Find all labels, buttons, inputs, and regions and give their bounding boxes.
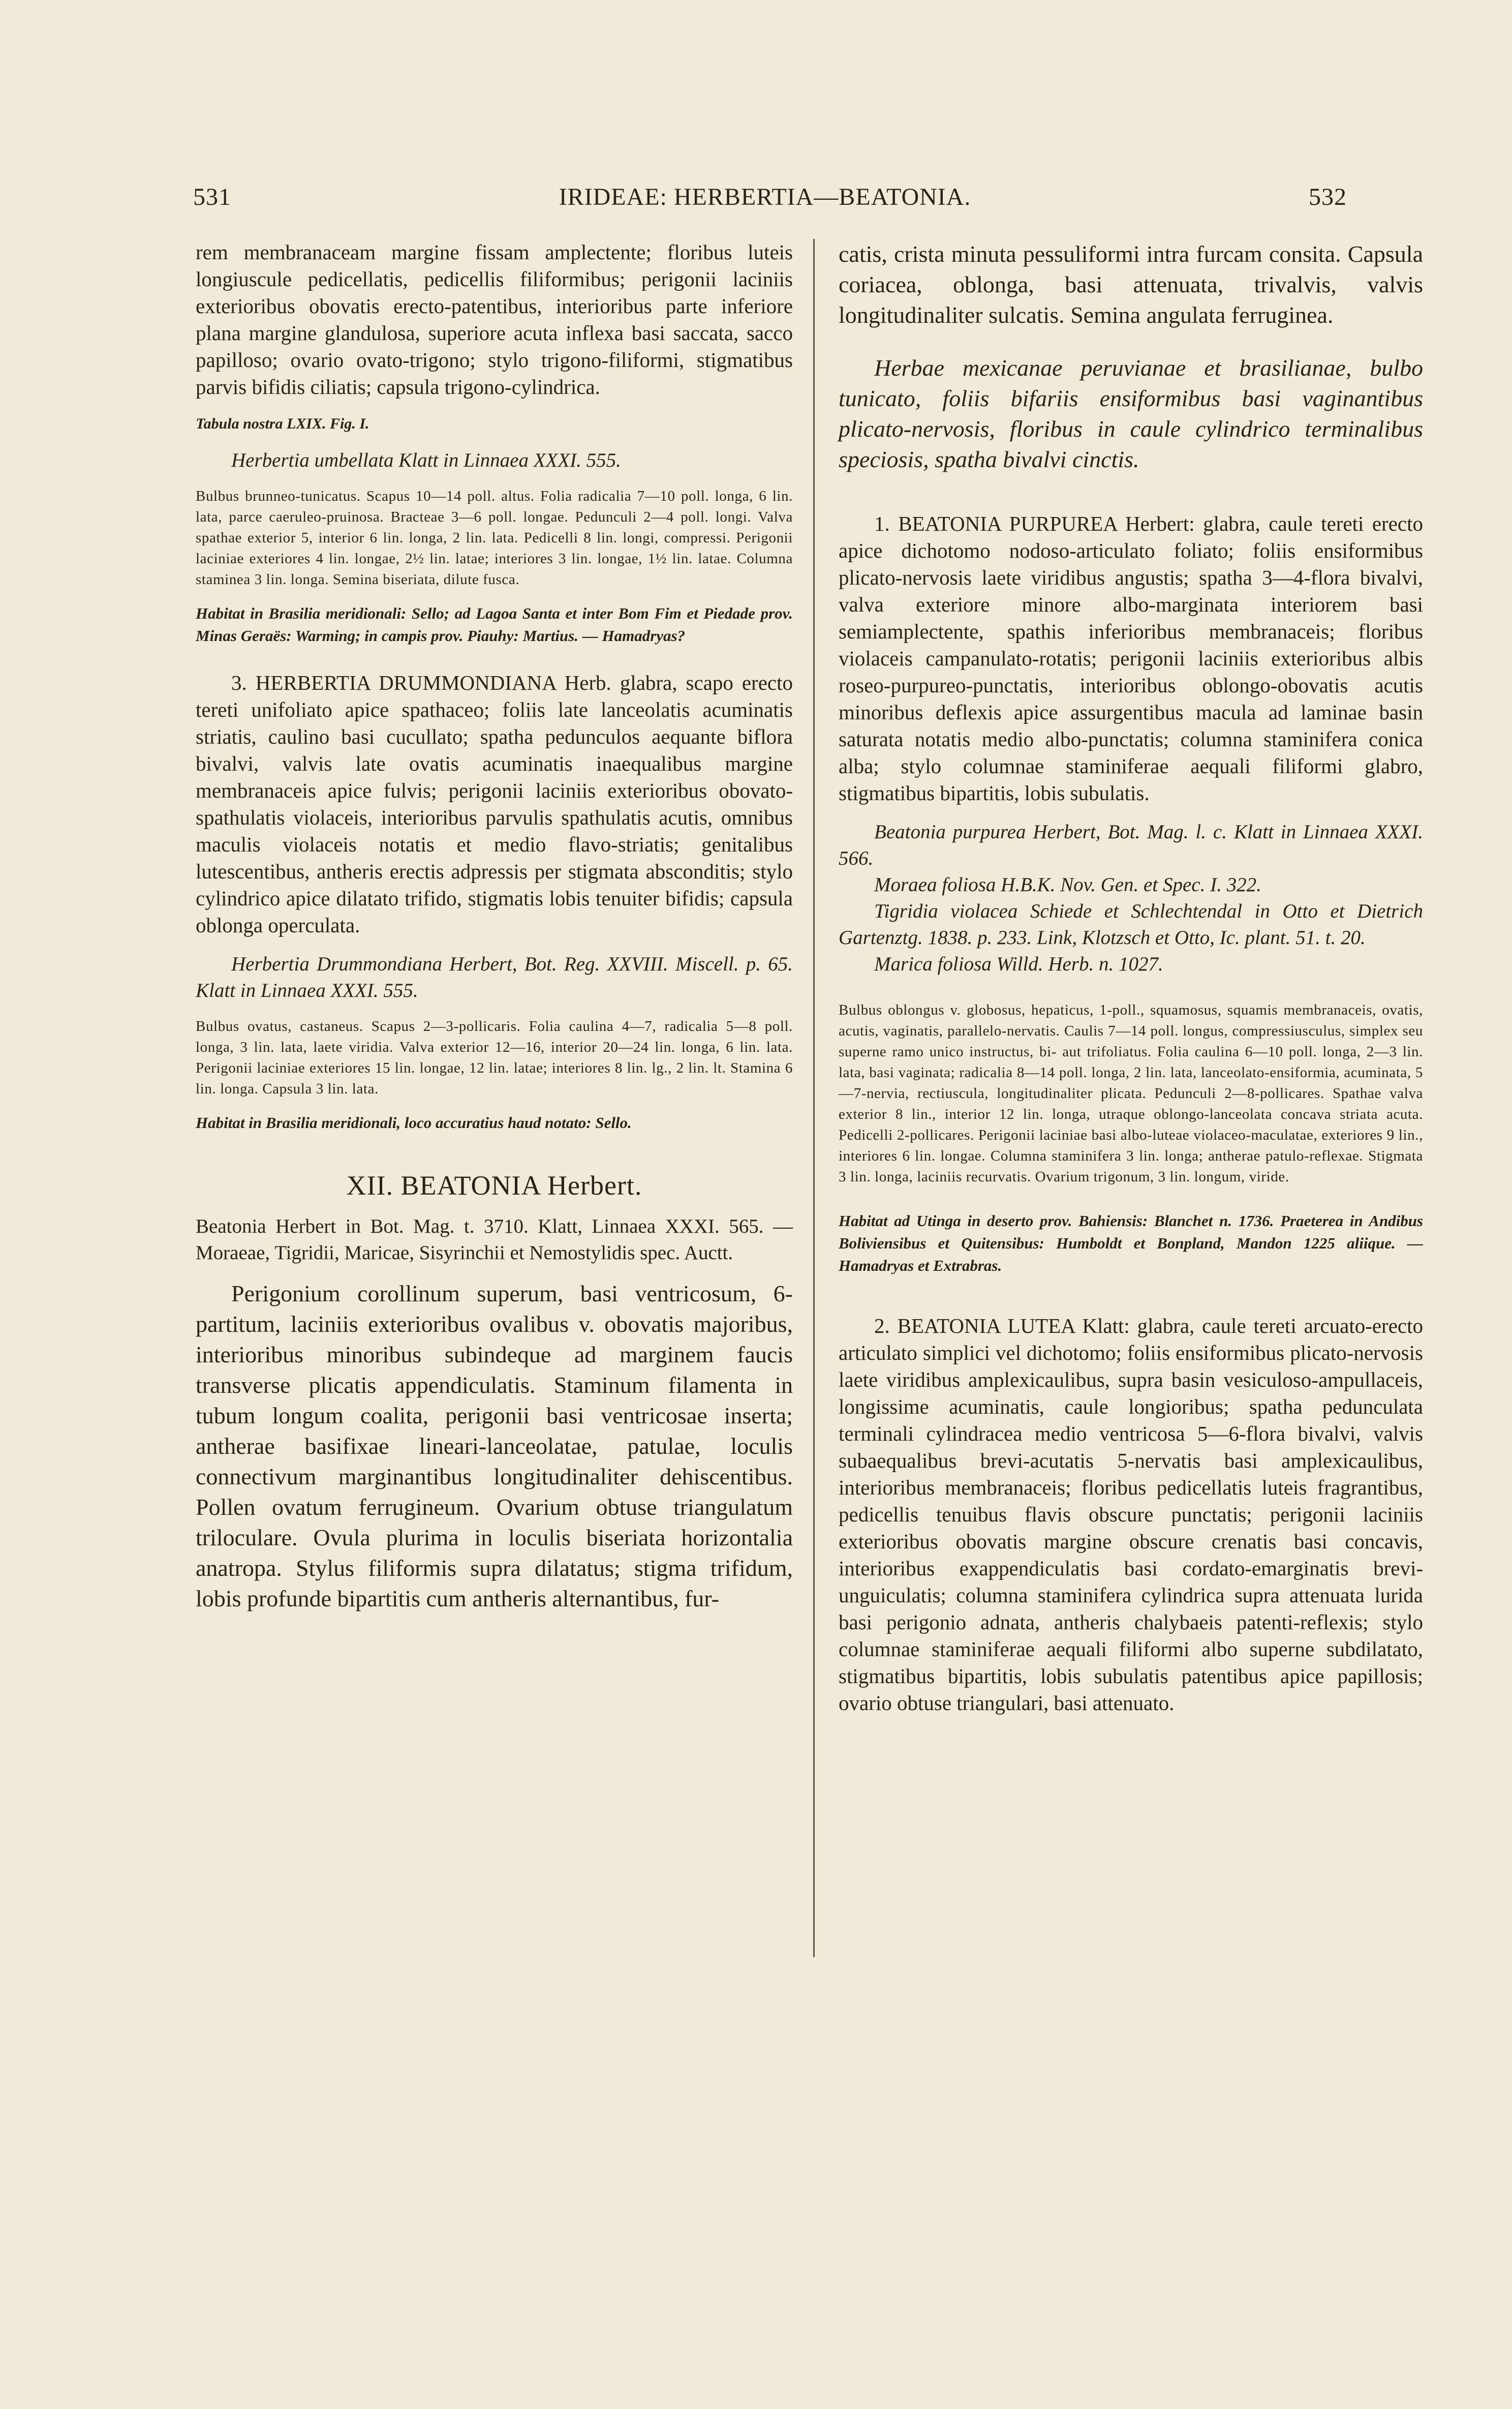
genus-citation: Beatonia Herbert in Bot. Mag. t. 3710. Klatt, Linnaea XXXI. 565. — Moraeae, Tigridii, Maricae, Sisyrinchii et Nemostylidis spec. Auctt. xyxy=(196,1215,793,1264)
synonym-citation: Beatonia purpurea Herbert, Bot. Mag. l. c. Klatt in Linnaea XXXI. 566. xyxy=(839,821,1423,869)
page-number-left: 531 xyxy=(193,184,231,210)
synonym-citation: Tigridia violacea Schiede et Schlechtendal in Otto et Dietrich Gartenztg. 1838. p. 233. Link, Klotzsch et Otto, Ic. plant. 51. t. 20. xyxy=(839,900,1423,949)
synonym-citation: Herbertia Drummondiana Herbert, Bot. Reg. XXVIII. Miscell. p. 65. Klatt in Linnaea XXXI. 555. xyxy=(196,953,793,1001)
plate-reference: Tabula nostra LXIX. Fig. I. xyxy=(196,415,369,432)
page-number-right: 532 xyxy=(1309,184,1347,210)
right-column xyxy=(839,239,1423,1717)
running-header xyxy=(183,183,1347,219)
synonym-citation: Moraea foliosa H.B.K. Nov. Gen. et Spec. I. 322. xyxy=(874,874,1261,896)
genus-description: Perigonium corollinum superum, basi ventricosum, 6-partitum, laciniis exterioribus ovalibus v. obovatis majoribus, interioribus minoribus subindeque ad marginem faucis transverse plicatis appendiculatis. Staminum filamenta in tubum longum coalita, perigonii basi ventricosae inserta; antherae basifixae lineari-lanceolatae, patulae, loculis connectivum marginantibus longitudinaliter dehiscentibus. Pollen ovatum ferrugineum. Ovarium obtuse triangulatum triloculare. Ovula plurima in loculis biseriata horizontalia anatropa. Stylus filiformis supra dilatatus; stigma trifidum, lobis profunde bipartitis cum antheris alternantibus, fur- xyxy=(196,1280,793,1611)
species-measurements: Bulbus brunneo-tunicatus. Scapus 10—14 poll. altus. Folia radicalia 7—10 poll. longa, 6 lin. lata, parce caeruleo-pruinosa. Bracteae 3—6 poll. longae. Pedunculi 2—4 poll. longi. Valva spathae exterior 5, interior 6 lin. longa, 2 lin. lata. Pedicelli 8 lin. longi, compressi. Perigonii laciniae exteriores 4 lin. longae, 2½ lin. latae; interiores 3 lin. longae, 1½ lin. latae. Columna staminea 3 lin. longa. Semina biseriata, dilute fusca. xyxy=(196,488,793,588)
habitat-note: Habitat ad Utinga in deserto prov. Bahiensis: Blanchet n. 1736. Praeterea in Andibus Boliviensibus et Quitensibus: Humboldt et Bonpland, Mandon 1225 aliique. — Hamadryas et Extrabras. xyxy=(839,1212,1423,1274)
species-description-drummondiana: 3. HERBERTIA DRUMMONDIANA Herb. glabra, scapo erecto tereti unifoliato apice spathaceo; foliis late lanceolatis acuminatis striatis, caulino basi cucullato; spatha pedunculos aequante biflora bivalvi, valvis late ovatis acuminatis inaequalibus margine membranaceis apice fulvis; perigonii laciniis exterioribus obovato-spathulatis violaceis, interioribus parvulis spathulatis acutis, omnibus maculis violaceis notatis et medio flavo-striatis; genitalibus lutescentibus, antheris erectis adpressis per stigmata absconditis; stylo cylindrico apice dilatato trifido, stigmatis lobis tenuiter bifidis; capsula oblonga operculata. xyxy=(196,671,793,937)
genus-description-continuation: catis, crista minuta pessuliformi intra furcam consita. Capsula coriacea, oblonga, basi attenuata, trivalvis, valvis longitudinaliter sulcatis. Semina angulata ferruginea. xyxy=(839,241,1423,328)
description-continuation: rem membranaceam margine fissam amplectente; floribus luteis longiuscule pedicellatis, pedicellis filiformibus; perigonii laciniis exterioribus obovatis erecto-patentibus, interioribus parte inferiore plana margine glandulosa, superiore acuta inflexa basi saccata, sacco papilloso; ovario ovato-trigono; stylo trigono-filiformi, stigmatibus parvis bifidis ciliatis; capsula trigono-cylindrica. xyxy=(196,240,793,399)
synonym-citation: Marica foliosa Willd. Herb. n. 1027. xyxy=(874,953,1163,975)
species-measurements: Bulbus oblongus v. globosus, hepaticus, 1-poll., squamosus, squamis membranaceis, ovatis, acutis, vaginatis, parallelo-nervatis. Caulis 7—14 poll. longus, compressiusculus, simplex seu superne ramo unico instructus, bi- aut trifoliatus. Folia caulina 6—10 poll. longa, 2—3 lin. lata, basi vaginata; radicalia 8—14 poll. longa, 2 lin. lata, lanceolato-ensiformia, acuminata, 5—7-nervia, rectiuscula, longitudinaliter plicata. Pedunculi 2—8-pollicares. Spathae valva exterior 8 lin., interior 12 lin. longa, utraque oblongo-lanceolata concava striata acuta. Pedicelli 2-pollicares. Perigonii laciniae basi albo-luteae violaceo-maculatae, exteriores 9 lin., interiores 6 lin. longae. Columna staminifera 3 lin. longa; antherae patulo-reflexae. Stigmata 3 lin. longa, laciniis recurvatis. Ovarium trigonum, 3 lin. longum, viride. xyxy=(839,1002,1423,1185)
genus-heading: XII. BEATONIA Herbert. xyxy=(346,1170,642,1201)
left-column xyxy=(196,239,793,1614)
genus-habit-summary: Herbae mexicanae peruvianae et brasilianae, bulbo tunicato, foliis bifariis ensiformibus basi vaginantibus plicato-nervosis, floribus in caule cylindrico terminalibus speciosis, spatha bivalvi cinctis. xyxy=(839,355,1423,472)
species-description-purpurea: 1. BEATONIA PURPUREA Herbert: glabra, caule tereti erecto apice dichotomo nodoso-articulato foliato; foliis ensiformibus plicato-nervosis laete viridibus angustis; spatha 3—4-flora bivalvi, valva exteriore minore albo-marginata interiorem basi semiamplectente, spathis inferioribus membranaceis; floribus violaceis campanulato-rotatis; perigonii laciniis exterioribus albis roseo-purpureo-punctatis, interioribus oblongo-obovatis acutis minoribus deflexis apice assurgentibus macula ad laminae basin saturata notatis medio albo-punctatis; columna staminifera conica alba; stylo columnae staminiferae aequali filiformi glabro, stigmatibus bipartitis, lobis subulatis. xyxy=(839,512,1423,805)
synonym-citation: Herbertia umbellata Klatt in Linnaea XXXI. 555. xyxy=(231,449,621,471)
running-title: IRIDEAE: HERBERTIA—BEATONIA. xyxy=(559,184,971,210)
habitat-note: Habitat in Brasilia meridionali: Sello; ad Lagoa Santa et inter Bom Fim et Piedade prov. Minas Geraës: Warming; in campis prov. Piauhy: Martius. — Hamadryas? xyxy=(196,604,793,645)
column-divider xyxy=(813,239,815,1957)
species-measurements: Bulbus ovatus, castaneus. Scapus 2—3-pollicaris. Folia caulina 4—7, radicalia 5—8 poll. longa, 3 lin. lata, laete viridia. Valva exterior 12—16, interior 20—24 lin. longa, 6 lin. lata. Perigonii laciniae exteriores 15 lin. longae, 12 lin. latae; interiores 8 lin. lg., 2 lin. lt. Stamina 6 lin. longa. Capsula 3 lin. lata. xyxy=(196,1018,793,1097)
habitat-note: Habitat in Brasilia meridionali, loco accuratius haud notato: Sello. xyxy=(196,1114,632,1132)
species-description-lutea: 2. BEATONIA LUTEA Klatt: glabra, caule tereti arcuato-erecto articulato simplici vel dichotomo; foliis ensiformibus plicato-nervosis laete viridibus amplexicaulibus, supra basin vesiculoso-ampullaceis, longissime acuminatis, caule longioribus; spatha pedunculata terminali cylindracea medio ventricosa 5—6-flora bivalvi, valvis subaequalibus brevi-acutatis 5-nervatis basi amplexicaulibus, interioribus membranaceis; floribus pedicellatis luteis fragrantibus, pedicellis tenuibus flavis obscure punctatis; perigonii laciniis exterioribus obovatis margine obscure crenatis basi concavis, interioribus exappendiculatis basi cordato-emarginatis brevi-unguiculatis; columna staminifera cylindrica supra attenuata lurida basi perigonio adnata, antheris chalybaeis patenti-reflexis; stylo columnae staminiferae aequali filiformi albo superne subdilatato, stigmatibus bipartitis, lobis subulatis patentibus apice papillosis; ovario obtuse triangulari, basi attenuato. xyxy=(839,1314,1423,1715)
